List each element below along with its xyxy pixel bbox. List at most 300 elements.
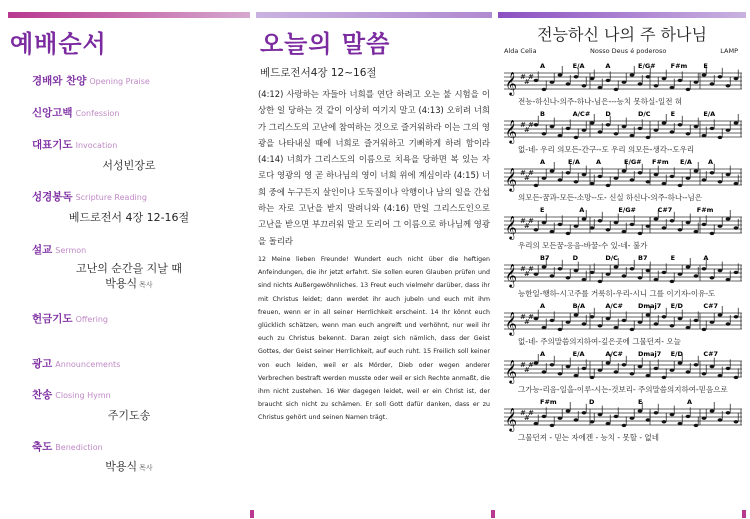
note-head bbox=[630, 267, 635, 270]
sharp-icon: # bbox=[528, 265, 534, 273]
note-head bbox=[598, 413, 603, 416]
note-head bbox=[718, 269, 723, 272]
note-head bbox=[606, 422, 611, 425]
note-head bbox=[678, 317, 683, 320]
note-head bbox=[622, 363, 627, 366]
note-head bbox=[622, 125, 627, 128]
music-staff bbox=[500, 59, 744, 107]
sharp-icon: # bbox=[524, 222, 530, 230]
note-head bbox=[686, 370, 691, 373]
sharp-icon: # bbox=[520, 409, 526, 417]
page-marker bbox=[491, 510, 495, 518]
note-head bbox=[638, 82, 643, 85]
sharp-icon: # bbox=[524, 270, 530, 278]
chord-label: E bbox=[670, 254, 676, 262]
sharp-icon: # bbox=[520, 217, 526, 225]
note-head bbox=[630, 73, 635, 76]
chord-label: E/A bbox=[568, 158, 580, 166]
song-original-title: Nosso Deus é poderoso bbox=[590, 47, 667, 55]
note-head bbox=[662, 226, 667, 229]
treble-clef-icon: 𝄞 bbox=[505, 71, 517, 95]
note-head bbox=[598, 86, 603, 89]
song-author: Alda Celia bbox=[504, 47, 537, 55]
chord-label: B7 bbox=[540, 254, 550, 262]
note-head bbox=[574, 418, 579, 421]
note-head bbox=[574, 313, 579, 316]
chord-label: A bbox=[540, 350, 546, 358]
note-head bbox=[726, 322, 731, 325]
sharp-icon: # bbox=[520, 169, 526, 177]
note-head bbox=[542, 415, 547, 418]
note-head bbox=[678, 273, 683, 276]
note-head bbox=[542, 132, 547, 135]
sharp-icon: # bbox=[528, 313, 534, 321]
note-head bbox=[686, 221, 691, 224]
note-head bbox=[638, 276, 643, 279]
note-head bbox=[614, 221, 619, 224]
note-head bbox=[702, 372, 707, 375]
order-item-label: 찬송 bbox=[32, 389, 53, 401]
worship-order-panel bbox=[10, 22, 248, 476]
note-head bbox=[542, 221, 547, 224]
sharp-icon: # bbox=[520, 73, 526, 81]
note-head bbox=[566, 321, 571, 324]
note-head bbox=[542, 88, 547, 91]
note-head bbox=[614, 177, 619, 180]
note-head bbox=[614, 415, 619, 418]
chord-label: E/G# bbox=[618, 206, 637, 214]
lyric-line: 그물던져 - 믿는 자에겐 - 능치 - 못할 - 없네 bbox=[518, 433, 659, 442]
note-head bbox=[718, 180, 723, 183]
note-head bbox=[662, 121, 667, 124]
note-head bbox=[574, 75, 579, 78]
sharp-icon: # bbox=[524, 126, 530, 134]
order-item-label: 대표기도 bbox=[32, 139, 73, 151]
note-head bbox=[726, 411, 731, 414]
chord-label: D bbox=[589, 398, 595, 406]
sharp-icon: # bbox=[528, 169, 534, 177]
order-item-english: Invocation bbox=[75, 141, 118, 150]
note-head bbox=[710, 276, 715, 279]
note-head bbox=[670, 369, 675, 372]
note-head bbox=[606, 273, 611, 276]
right-header-bar bbox=[498, 12, 746, 18]
sharp-icon: # bbox=[524, 366, 530, 374]
music-staves bbox=[500, 59, 744, 443]
chord-label: B7 bbox=[638, 254, 648, 262]
note-head bbox=[574, 269, 579, 272]
note-head bbox=[622, 274, 627, 277]
order-item-english: Offering bbox=[75, 315, 108, 324]
note-head bbox=[710, 127, 715, 130]
note-head bbox=[534, 184, 539, 187]
note-head bbox=[702, 73, 707, 76]
note-head bbox=[718, 374, 723, 377]
chord-label: A bbox=[708, 158, 714, 166]
note-head bbox=[734, 182, 739, 185]
note-head bbox=[614, 132, 619, 135]
note-head bbox=[662, 271, 667, 274]
note-head bbox=[662, 376, 667, 379]
note-head bbox=[534, 317, 539, 320]
note-head bbox=[550, 319, 555, 322]
staff-notation bbox=[500, 59, 744, 97]
sharp-icon: # bbox=[528, 361, 534, 369]
order-item-label: 광고 bbox=[32, 358, 53, 370]
chord-label: E/D bbox=[670, 350, 683, 358]
lyric-line: 없-네- 주의말씀의지하여-깊은곳에 그물던져- 오늘 bbox=[518, 337, 681, 346]
note-head bbox=[606, 361, 611, 364]
note-head bbox=[678, 123, 683, 126]
note-head bbox=[550, 125, 555, 128]
order-item-english: Benediction bbox=[55, 443, 103, 452]
note-head bbox=[686, 326, 691, 329]
sharp-icon: # bbox=[520, 313, 526, 321]
note-head bbox=[726, 129, 731, 132]
order-item-english: Closing Hymn bbox=[55, 391, 111, 400]
note-head bbox=[694, 81, 699, 84]
order-item-english: Announcements bbox=[55, 360, 121, 369]
chord-label: F#m bbox=[540, 398, 557, 406]
order-item-label: 경배와 찬양 bbox=[32, 75, 87, 87]
staff-notation bbox=[500, 347, 744, 385]
chord-label: B bbox=[540, 110, 545, 118]
order-item-english: Sermon bbox=[55, 246, 87, 255]
sharp-icon: # bbox=[528, 121, 534, 129]
order-item-label: 성경봉독 bbox=[32, 191, 73, 203]
order-item-english: Confession bbox=[75, 109, 120, 118]
note-head bbox=[566, 409, 571, 412]
note-head bbox=[654, 84, 659, 87]
note-head bbox=[542, 265, 547, 268]
note-head bbox=[582, 217, 587, 220]
chord-label: E bbox=[540, 206, 545, 214]
note-head bbox=[702, 267, 707, 270]
note-head bbox=[558, 372, 563, 375]
note-head bbox=[710, 232, 715, 235]
note-head bbox=[718, 136, 723, 139]
note-head bbox=[686, 265, 691, 268]
chord-label: E bbox=[703, 62, 708, 70]
worship-order-title: 예배순서 bbox=[10, 30, 107, 58]
scripture-reference-heading: 베드로전서4장 12~16절 bbox=[260, 67, 377, 79]
lyric-line: 능한일-행하-시고주를 거룩히-우리-시니 그를 이기자-이유-도 bbox=[518, 289, 716, 298]
music-staff bbox=[500, 251, 744, 299]
note-head bbox=[734, 271, 739, 274]
note-head bbox=[598, 219, 603, 222]
note-head bbox=[574, 374, 579, 377]
note-head bbox=[662, 420, 667, 423]
pastor-title: 목사 bbox=[139, 464, 153, 472]
note-head bbox=[726, 173, 731, 176]
chord-label: E bbox=[638, 398, 643, 406]
order-item-announcements bbox=[32, 352, 248, 371]
note-head bbox=[638, 365, 643, 368]
note-head bbox=[638, 409, 643, 412]
note-head bbox=[558, 328, 563, 331]
note-head bbox=[734, 121, 739, 124]
song-sheet-panel bbox=[500, 22, 744, 443]
staff-notation bbox=[500, 203, 744, 241]
music-staff bbox=[500, 347, 744, 395]
order-item-scripture bbox=[32, 185, 248, 204]
preacher-title: 목사 bbox=[139, 281, 153, 289]
sharp-icon: # bbox=[524, 318, 530, 326]
lyric-line: 그가능-리음-일을-이루-시는-것보리- 주의말씀의지하여-믿음으로 bbox=[518, 385, 728, 394]
chord-label: A bbox=[540, 158, 546, 166]
note-head bbox=[694, 230, 699, 233]
note-head bbox=[654, 217, 659, 220]
note-head bbox=[630, 223, 635, 226]
note-head bbox=[718, 313, 723, 316]
note-head bbox=[670, 324, 675, 327]
note-head bbox=[726, 84, 731, 87]
note-head bbox=[662, 77, 667, 80]
note-head bbox=[614, 88, 619, 91]
note-head bbox=[550, 274, 555, 277]
note-head bbox=[630, 372, 635, 375]
middle-header-bar bbox=[256, 12, 492, 18]
note-head bbox=[654, 173, 659, 176]
note-head bbox=[670, 280, 675, 283]
sharp-icon: # bbox=[528, 217, 534, 225]
note-head bbox=[558, 73, 563, 76]
chord-label: E/G# bbox=[624, 158, 642, 166]
todays-word-title: 오늘의 말씀 bbox=[260, 30, 391, 58]
chord-label: A bbox=[605, 62, 611, 70]
note-head bbox=[598, 280, 603, 283]
note-head bbox=[670, 86, 675, 89]
note-head bbox=[566, 232, 571, 235]
note-head bbox=[678, 184, 683, 187]
note-head bbox=[558, 417, 563, 420]
treble-clef-icon: 𝄞 bbox=[505, 263, 517, 287]
score-header bbox=[500, 47, 744, 59]
chord-label: C#7 bbox=[657, 206, 673, 214]
note-head bbox=[710, 409, 715, 412]
note-head bbox=[622, 169, 627, 172]
note-head bbox=[550, 363, 555, 366]
music-staff bbox=[500, 395, 744, 443]
sharp-icon: # bbox=[520, 121, 526, 129]
note-head bbox=[670, 219, 675, 222]
sharp-icon: # bbox=[524, 78, 530, 86]
order-item-confession bbox=[32, 101, 248, 120]
chord-label: A bbox=[596, 158, 602, 166]
note-head bbox=[574, 225, 579, 228]
note-head bbox=[710, 365, 715, 368]
note-head bbox=[622, 230, 627, 233]
chord-label: E/A bbox=[572, 350, 585, 358]
note-head bbox=[726, 367, 731, 370]
note-head bbox=[670, 175, 675, 178]
note-head bbox=[574, 180, 579, 183]
note-head bbox=[654, 278, 659, 281]
order-item-invocation bbox=[32, 133, 248, 152]
song-publisher: LAMP bbox=[720, 47, 738, 55]
note-head bbox=[566, 365, 571, 368]
note-head bbox=[606, 123, 611, 126]
note-head bbox=[654, 367, 659, 370]
note-head bbox=[662, 182, 667, 185]
staff-notation bbox=[500, 395, 744, 433]
chord-label: E/A bbox=[680, 158, 692, 166]
note-head bbox=[686, 88, 691, 91]
german-scripture-text: 12 Meine lieben Freunde! Wundert euch nicht über die heftigen Anfeindungen, die ihr jetzt erfahrt. Sie sollen euren Glauben prüfen und sind nichts Außergewöhnliches. 13 Freut euch vielmehr darüber, dass ihr mit Christus leidet; dann werdet ihr auch jubeln und euch mit ihm freuen, wenn er in all seiner Herrlichkeit erscheint. 14 Ihr könnt euch glücklich schätzen, wenn man euch angreift und verhöhnt, nur weil ihr euch zu Christus bekennt. Daran zeigt sich nämlich, dass der Geist Gottes, der Geist seiner Herrlichkeit, auf euch ruht. 15 Freilich soll keiner von euch leiden, weil er als Mörder, Dieb oder wegen anderer Verbrechen bestraft werden musste oder weil er sich Rechte anmaßt, die ihm nicht zustehen. 16 Wer dagegen leidet, weil er ein Christ ist, der braucht sich nicht zu schämen. Er soll Gott dafür danken, dass er zu Christus gehört und seinen Namen trägt. bbox=[258, 255, 490, 422]
note-head bbox=[710, 321, 715, 324]
note-head bbox=[630, 178, 635, 181]
order-item-label: 신앙고백 bbox=[32, 107, 73, 119]
music-staff bbox=[500, 299, 744, 347]
note-head bbox=[694, 424, 699, 427]
note-head bbox=[654, 129, 659, 132]
music-staff bbox=[500, 203, 744, 251]
note-head bbox=[718, 418, 723, 421]
note-head bbox=[558, 223, 563, 226]
note-head bbox=[710, 82, 715, 85]
chord-label: E/G# bbox=[638, 62, 656, 70]
note-head bbox=[734, 226, 739, 229]
note-head bbox=[638, 321, 643, 324]
note-head bbox=[718, 75, 723, 78]
sermon-title: 고난의 순간을 지날 때 bbox=[75, 262, 183, 275]
treble-clef-icon: 𝄞 bbox=[505, 359, 517, 383]
chord-label: A bbox=[687, 398, 693, 406]
note-head bbox=[542, 177, 547, 180]
chord-label: D bbox=[572, 254, 579, 262]
note-head bbox=[582, 84, 587, 87]
note-head bbox=[678, 79, 683, 82]
note-head bbox=[606, 79, 611, 82]
note-head bbox=[582, 173, 587, 176]
chord-label: E/D bbox=[670, 302, 683, 310]
note-head bbox=[558, 134, 563, 137]
note-head bbox=[574, 136, 579, 139]
order-item-english: Scripture Reading bbox=[75, 193, 147, 202]
note-head bbox=[542, 326, 547, 329]
benediction-pastor bbox=[10, 459, 248, 476]
note-head bbox=[662, 315, 667, 318]
staff-notation bbox=[500, 299, 744, 337]
note-head bbox=[630, 328, 635, 331]
note-head bbox=[542, 370, 547, 373]
sharp-icon: # bbox=[520, 361, 526, 369]
note-head bbox=[582, 322, 587, 325]
chord-label: Dmaj7 bbox=[638, 302, 662, 310]
note-head bbox=[534, 79, 539, 82]
chord-label: D/C bbox=[605, 254, 618, 262]
note-head bbox=[622, 424, 627, 427]
order-item-offering bbox=[32, 307, 248, 326]
order-item-benediction bbox=[32, 435, 248, 454]
note-head bbox=[638, 171, 643, 174]
note-head bbox=[638, 127, 643, 130]
note-head bbox=[550, 230, 555, 233]
note-head bbox=[534, 422, 539, 425]
music-staff bbox=[500, 107, 744, 155]
lyric-line: 우리의 모든꿈-응음-바꿀-수 있-네- 불가 bbox=[518, 241, 648, 250]
note-head bbox=[550, 424, 555, 427]
note-head bbox=[614, 370, 619, 373]
note-head bbox=[550, 81, 555, 84]
sharp-icon: # bbox=[528, 409, 534, 417]
chord-label: C#7 bbox=[703, 350, 719, 358]
lyric-line: 없-네- 우리 의모든-간구--도 우리 의모든-생각--도우리 bbox=[518, 145, 695, 154]
note-head bbox=[694, 169, 699, 172]
note-head bbox=[566, 127, 571, 130]
note-head bbox=[670, 413, 675, 416]
note-head bbox=[694, 274, 699, 277]
note-head bbox=[654, 411, 659, 414]
treble-clef-icon: 𝄞 bbox=[505, 311, 517, 335]
note-head bbox=[702, 328, 707, 331]
note-head bbox=[550, 169, 555, 172]
note-head bbox=[598, 130, 603, 133]
note-head bbox=[582, 278, 587, 281]
page-marker bbox=[250, 510, 254, 518]
order-item-opening-praise bbox=[32, 69, 248, 88]
treble-clef-icon: 𝄞 bbox=[505, 215, 517, 239]
note-head bbox=[654, 322, 659, 325]
note-head bbox=[630, 134, 635, 137]
note-head bbox=[558, 267, 563, 270]
note-head bbox=[694, 363, 699, 366]
chord-label: A/C# bbox=[572, 110, 591, 118]
note-head bbox=[606, 184, 611, 187]
lyric-line: 전능-하신나-의주-하나-님은---능치 못하실-일전 혀 bbox=[518, 97, 683, 106]
order-item-label: 설교 bbox=[32, 244, 53, 256]
chord-label: E/A bbox=[703, 110, 716, 118]
chord-label: A bbox=[540, 62, 546, 70]
korean-scripture-text: (4:12) 사랑하는 자들아 너희를 연단 하려고 오는 불 시험을 이상한 일 당하는 것 같이 이상히 여기지 말고 (4:13) 오히려 너희가 그리스도의 고난에 참여하는 것으로 즐거워하라 이는 그의 영광을 나타내실 때에 너희로 즐거워하고 기뻐하게 하려 함이라 (4:14) 너희가 그리스도의 이름으로 치욕을 당하면 복 있는 자로다 영광의 영 곧 하나님의 영이 너희 위에 계심이라 (4:15) 너희 중에 누구든지 살인이나 도둑질이나 악행이나 남의 일을 간섭하는 자로 고난을 받지 말려니와 (4:16) 만일 그리스도인으로 고난을 받으면 부끄러워 말고 도리어 그 이름으로 하나님께 영광을 돌리라 bbox=[258, 89, 490, 246]
chord-label: B/A bbox=[572, 302, 586, 310]
left-header-bar bbox=[8, 12, 250, 18]
order-item-sermon bbox=[32, 238, 248, 257]
sermon-preacher bbox=[10, 276, 248, 293]
note-head bbox=[678, 361, 683, 364]
treble-clef-icon: 𝄞 bbox=[505, 119, 517, 143]
note-head bbox=[598, 175, 603, 178]
staff-notation bbox=[500, 155, 744, 193]
chord-label: A/C# bbox=[605, 350, 623, 358]
note-head bbox=[622, 319, 627, 322]
todays-word-panel bbox=[258, 22, 490, 425]
note-head bbox=[614, 265, 619, 268]
chord-label: A bbox=[579, 206, 585, 214]
note-head bbox=[702, 417, 707, 420]
note-head bbox=[734, 376, 739, 379]
chord-label: Dmaj7 bbox=[638, 350, 662, 358]
note-head bbox=[638, 232, 643, 235]
note-head bbox=[678, 228, 683, 231]
sharp-icon: # bbox=[524, 174, 530, 182]
note-head bbox=[734, 315, 739, 318]
note-head bbox=[670, 130, 675, 133]
chord-label: D/C bbox=[638, 110, 651, 118]
order-item-closing-hymn bbox=[32, 383, 248, 402]
treble-clef-icon: 𝄞 bbox=[505, 407, 517, 431]
note-head bbox=[718, 225, 723, 228]
preacher-name: 박용식 bbox=[105, 277, 138, 290]
staff-notation bbox=[500, 107, 744, 145]
note-head bbox=[630, 417, 635, 420]
note-head bbox=[686, 132, 691, 135]
note-head bbox=[702, 223, 707, 226]
sharp-icon: # bbox=[528, 73, 534, 81]
chord-label: C#7 bbox=[703, 302, 719, 310]
note-head bbox=[598, 369, 603, 372]
chord-label: A/C# bbox=[605, 302, 623, 310]
